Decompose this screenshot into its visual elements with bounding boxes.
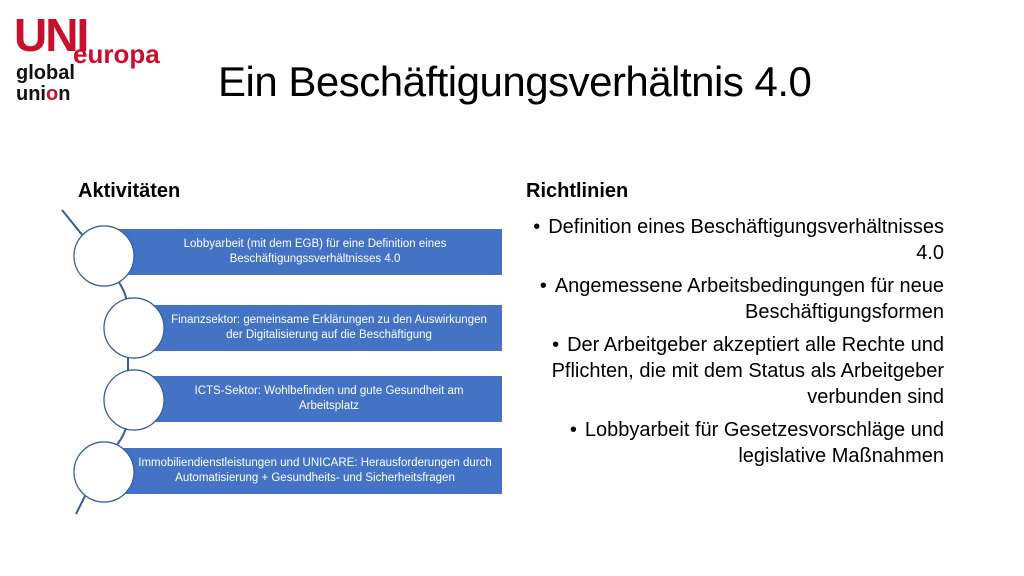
guideline-item: [512, 417, 944, 469]
bullet-dot: •: [569, 419, 577, 441]
guidelines-heading: Richtlinien: [526, 180, 629, 202]
uni-europa-logo: [10, 8, 160, 108]
activity-text-1: Lobbyarbeit (mit dem EGB) für eine Definition eines Beschäftigungssverhältnisses 4.0: [183, 238, 447, 265]
logo-union-text: [16, 84, 70, 104]
activity-text-2: Finanzsektor: gemeinsame Erklärungen zu den Auswirkungen der Digitalisierung auf die Beschäftigung: [171, 314, 487, 341]
logo-union-part-o: o: [46, 83, 59, 105]
guideline-text-1: Definition eines Beschäftigungsverhältnisses 4.0: [548, 216, 944, 264]
logo-uni-text: UNI: [14, 9, 88, 61]
activity-text-3: ICTS-Sektor: Wohlbefinden und gute Gesundheit am Arbeitsplatz: [194, 385, 464, 412]
bullet-dot: •: [539, 275, 547, 297]
activity-bar-1: [102, 229, 502, 275]
activity-text-4: Immobiliendienstleistungen und UNICARE: Herausforderungen durch Automatisierung + Gesundheits- und Sicherheitsfragen: [138, 457, 492, 484]
bullet-dot: •: [533, 216, 541, 238]
activity-bar-4: [102, 448, 502, 494]
guideline-item: [512, 332, 944, 410]
guideline-text-4: Lobbyarbeit für Gesetzesvorschläge und legislative Maßnahmen: [584, 419, 944, 467]
guideline-item: [512, 214, 944, 266]
logo-europa-text: europa: [73, 39, 160, 69]
bullet-dot: •: [552, 334, 560, 356]
logo-union-part-b: n: [58, 83, 71, 105]
activity-bar-3: [130, 376, 502, 422]
activity-bar-2: [130, 305, 502, 351]
logo-union-part-a: uni: [16, 83, 46, 105]
guideline-text-3: Der Arbeitgeber akzeptiert alle Rechte und Pflichten, die mit dem Status als Arbeitgeber verbunden sind: [551, 334, 944, 408]
guidelines-list: [512, 214, 944, 476]
guideline-item: [512, 273, 944, 325]
logo-global-text: global: [16, 62, 75, 84]
activities-heading: Aktivitäten: [78, 180, 181, 202]
slide-title: Ein Beschäftigungsverhältnis 4.0: [218, 58, 812, 105]
guideline-text-2: Angemessene Arbeitsbedingungen für neue Beschäftigungsformen: [554, 275, 944, 323]
